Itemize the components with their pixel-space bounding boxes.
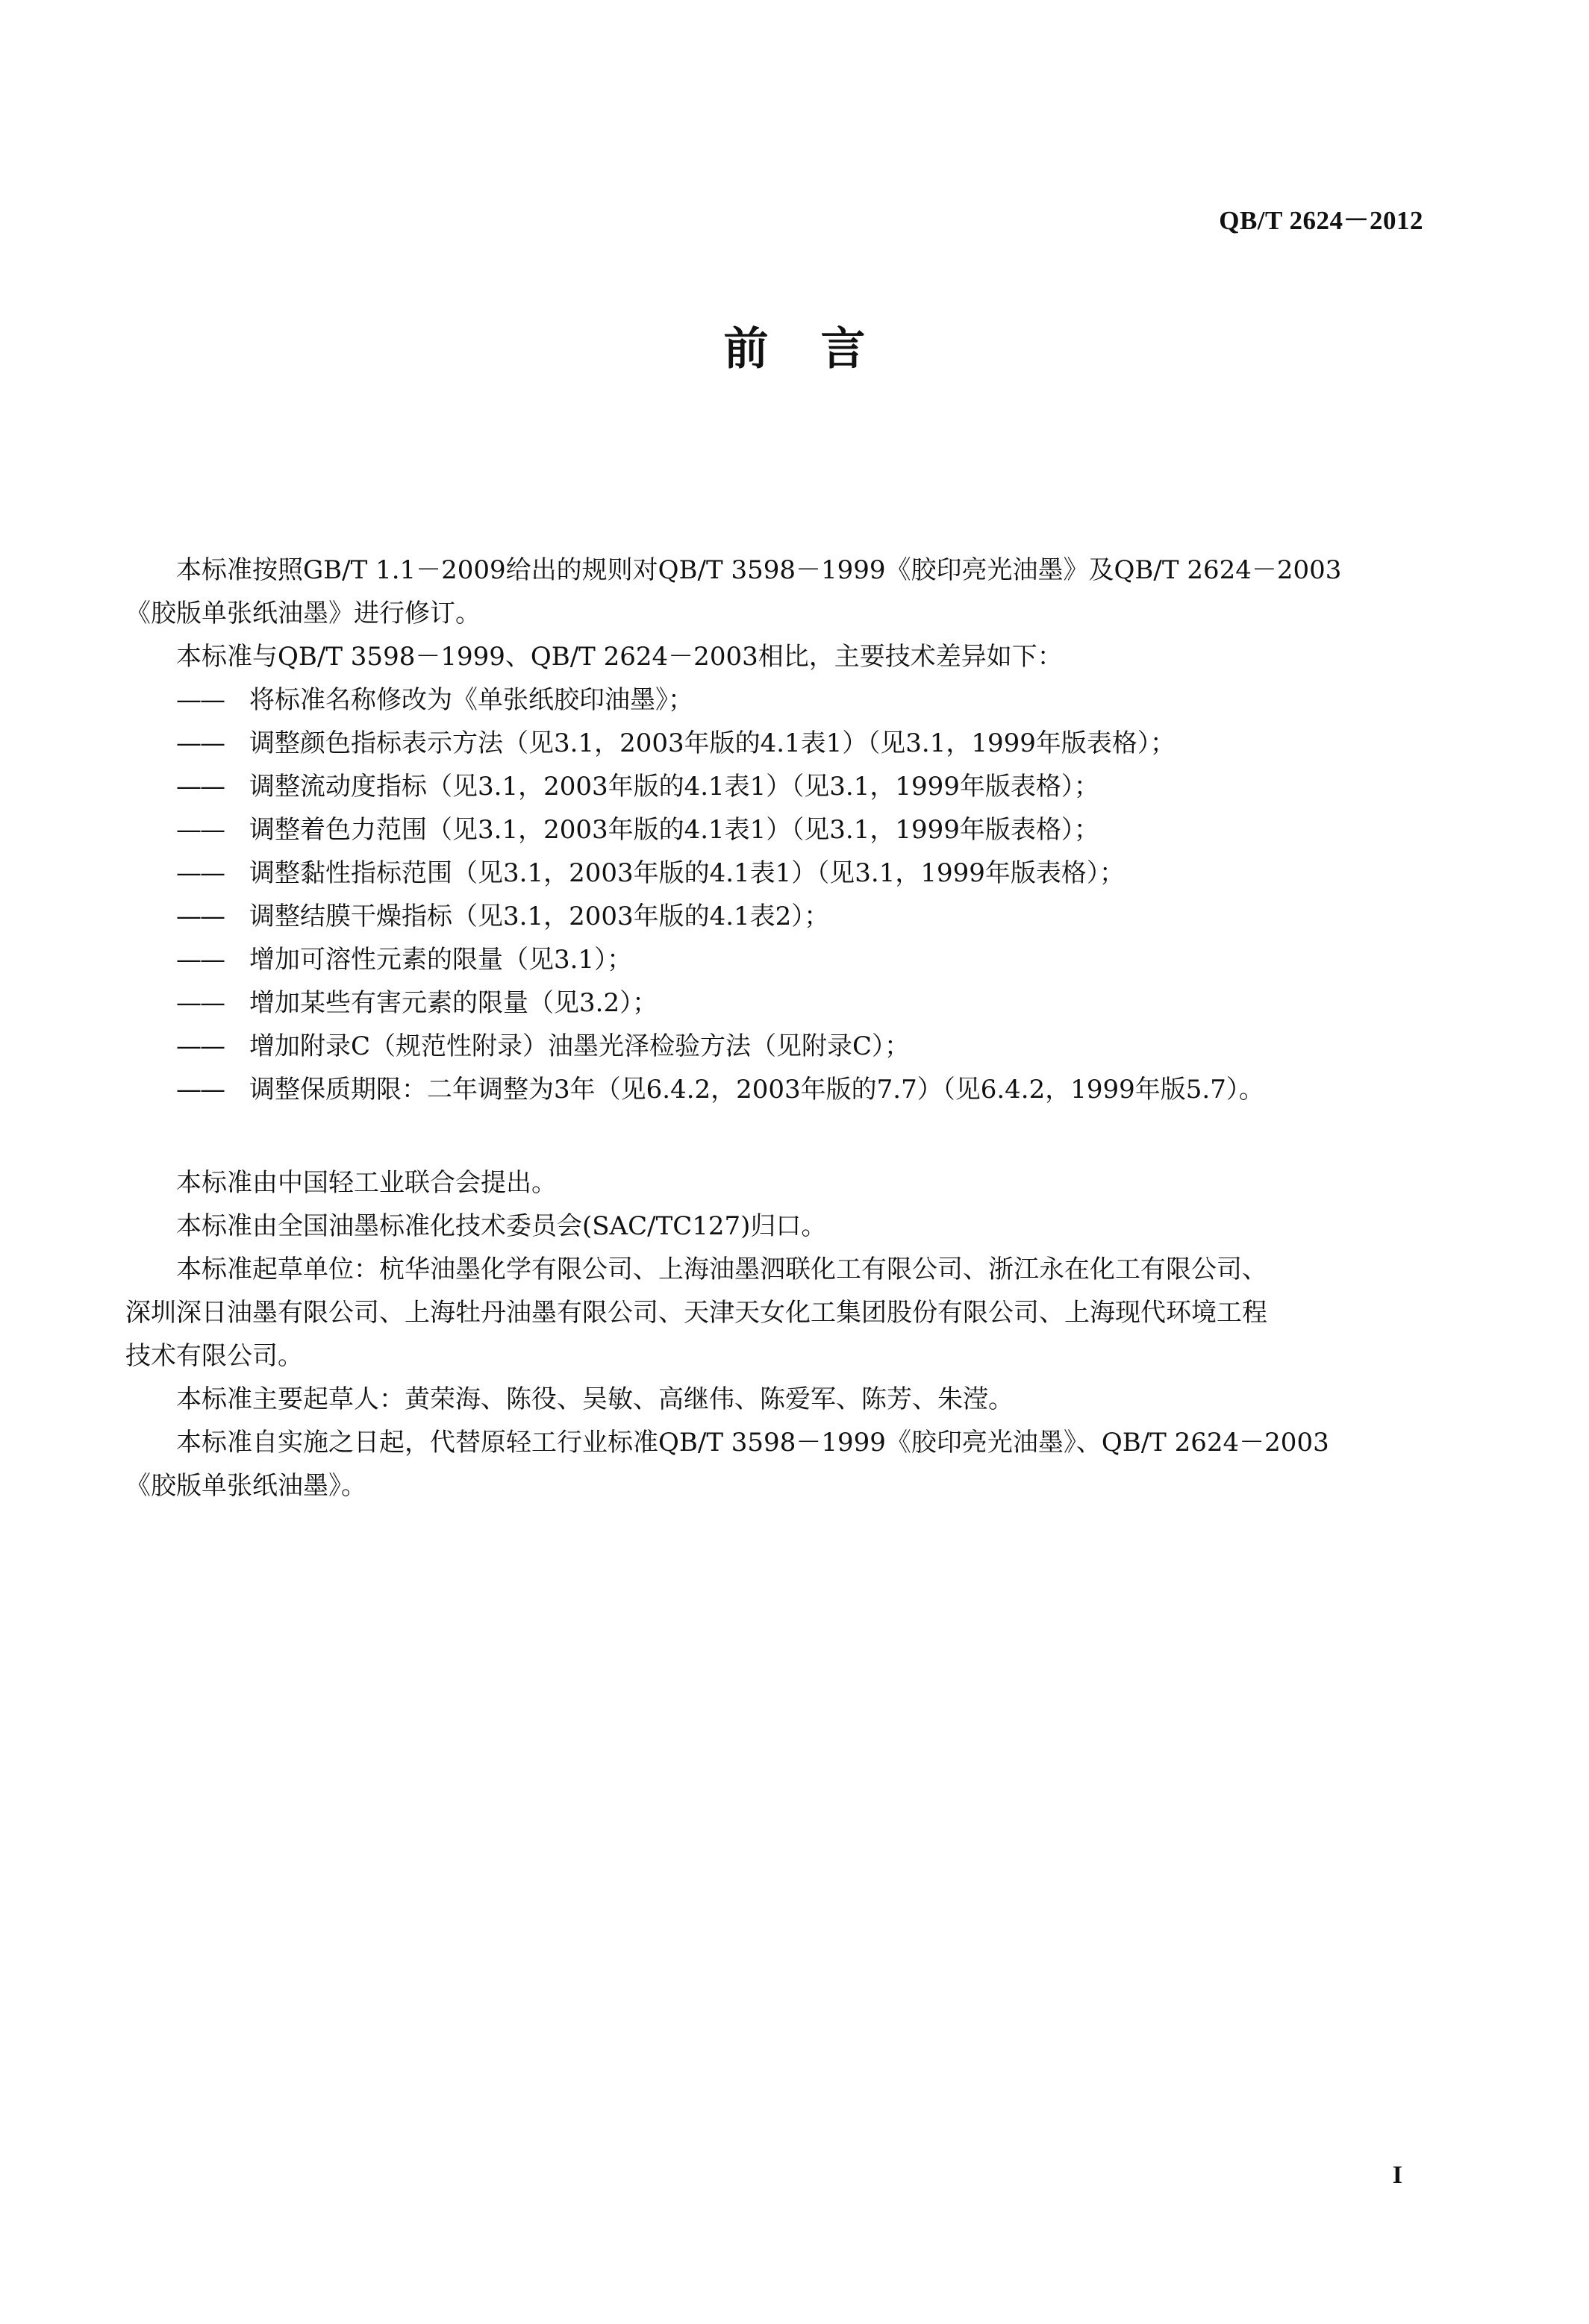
dash-marker: —— bbox=[176, 1031, 224, 1061]
technical-changes-list bbox=[125, 678, 1439, 1111]
dash-marker: —— bbox=[176, 945, 224, 975]
drafting-units-line-1: 本标准起草单位：杭华油墨化学有限公司、上海油墨泗联化工有限公司、浙江永在化工有限公司、 bbox=[176, 1255, 1267, 1284]
list-item-text: 调整结膜干燥指标（见3.1，2003年版的4.1表2）； bbox=[249, 902, 830, 931]
list-item bbox=[125, 981, 1439, 1025]
dash-marker: —— bbox=[176, 858, 224, 888]
list-item-text: 将标准名称修改为《单张纸胶印油墨》； bbox=[249, 685, 693, 715]
centralized-paragraph: 本标准由全国油墨标准化技术委员会(SAC/TC127)归口。 bbox=[176, 1211, 827, 1241]
list-item bbox=[125, 678, 1439, 722]
dash-marker: —— bbox=[176, 728, 224, 758]
list-item bbox=[125, 808, 1439, 852]
list-item-text: 增加某些有害元素的限量（见3.2）； bbox=[249, 988, 658, 1018]
list-item bbox=[125, 938, 1439, 981]
dash-marker: —— bbox=[176, 772, 224, 802]
list-item bbox=[125, 722, 1439, 765]
standard-code: QB/T 2624－2012 bbox=[1219, 206, 1423, 235]
list-item bbox=[125, 1025, 1439, 1068]
intro-paragraph-2: 本标准与QB/T 3598－1999、QB/T 2624－2003相比，主要技术差异如下： bbox=[176, 642, 1063, 672]
proposer-paragraph: 本标准由中国轻工业联合会提出。 bbox=[176, 1168, 557, 1198]
list-item-text: 调整颜色指标表示方法（见3.1，2003年版的4.1表1）（见3.1，1999年版表格）； bbox=[249, 728, 1176, 758]
drafting-units-line-3: 技术有限公司。 bbox=[125, 1341, 303, 1371]
list-item-text: 调整黏性指标范围（见3.1，2003年版的4.1表1）（见3.1，1999年版表格）； bbox=[249, 858, 1125, 888]
list-item bbox=[125, 1068, 1439, 1111]
drafting-units-line-2: 深圳深日油墨有限公司、上海牡丹油墨有限公司、天津天女化工集团股份有限公司、上海现代环境工程 bbox=[125, 1298, 1267, 1328]
replaces-line-2: 《胶版单张纸油墨》。 bbox=[125, 1471, 366, 1501]
list-item-text: 增加附录C（规范性附录）油墨光泽检验方法（见附录C）； bbox=[249, 1031, 911, 1061]
intro-paragraph-1-continued: 《胶版单张纸油墨》进行修订。 bbox=[125, 599, 481, 628]
dash-marker: —— bbox=[176, 988, 224, 1018]
dash-marker: —— bbox=[176, 815, 224, 845]
intro-section bbox=[125, 549, 1439, 1111]
list-item-text: 调整流动度指标（见3.1，2003年版的4.1表1）（见3.1，1999年版表格）； bbox=[249, 772, 1099, 802]
list-item bbox=[125, 765, 1439, 808]
list-item bbox=[125, 852, 1439, 895]
list-item bbox=[125, 895, 1439, 938]
dash-marker: —— bbox=[176, 1075, 224, 1105]
page-title: 前言 bbox=[723, 323, 918, 375]
intro-paragraph-1: 本标准按照GB/T 1.1－2009给出的规则对QB/T 3598－1999《胶印亮光油墨》及QB/T 2624－2003 bbox=[176, 555, 1342, 585]
list-item-text: 调整保质期限：二年调整为3年（见6.4.2，2003年版的7.7）（见6.4.2，1999年版5.7）。 bbox=[249, 1075, 1264, 1105]
list-item-text: 增加可溶性元素的限量（见3.1）； bbox=[249, 945, 633, 975]
replaces-line-1: 本标准自实施之日起，代替原轻工行业标准QB/T 3598－1999《胶印亮光油墨》、QB/T 2624－2003 bbox=[176, 1428, 1329, 1458]
list-item-text: 调整着色力范围（见3.1，2003年版的4.1表1）（见3.1，1999年版表格）； bbox=[249, 815, 1099, 845]
dash-marker: —— bbox=[176, 902, 224, 931]
page-number: I bbox=[1392, 2161, 1402, 2189]
closing-section bbox=[125, 1161, 1439, 1508]
drafters-paragraph: 本标准主要起草人：黄荣海、陈役、吴敏、高继伟、陈爱军、陈芳、朱滢。 bbox=[176, 1384, 1014, 1414]
dash-marker: —— bbox=[176, 685, 224, 715]
